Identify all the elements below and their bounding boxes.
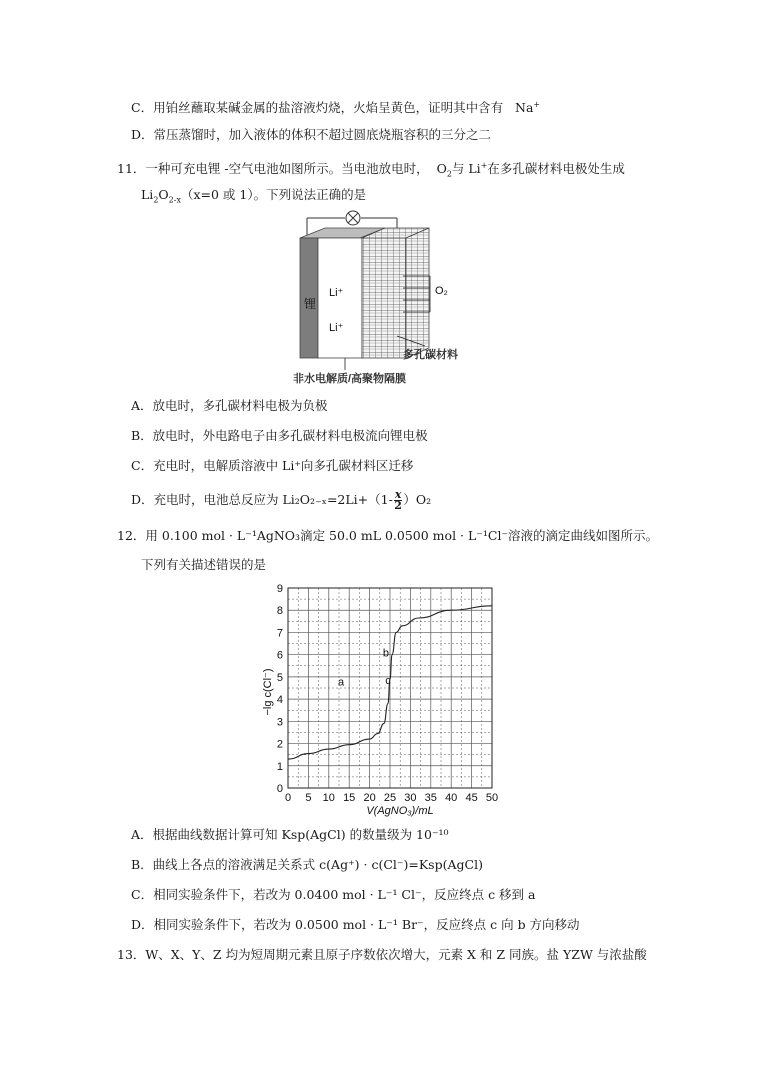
x-tick-label: 30 bbox=[404, 792, 417, 804]
q10-option-c-ion-charge: + bbox=[533, 100, 541, 109]
y-tick-label: 7 bbox=[276, 627, 283, 640]
y-tick-label: 5 bbox=[276, 671, 283, 684]
q11-option-d bbox=[131, 490, 431, 511]
q11-option-d-pre: D．充电时，电池总反应为 Li₂O₂₋ₓ=2Li+（1- bbox=[131, 492, 393, 507]
x-tick-label: 25 bbox=[383, 792, 397, 804]
chart-grid bbox=[288, 588, 492, 788]
q10-option-d: D．常压蒸馏时，加入液体的体积不超过圆底烧瓶容积的三分之二 bbox=[131, 127, 492, 142]
y-tick-label: 1 bbox=[276, 760, 283, 773]
q11-stem-o2-sub: 2 bbox=[446, 169, 452, 179]
q11-stem-o2: O bbox=[436, 161, 447, 177]
q12-option-b: B．曲线上各点的溶液满足关系式 c(Ag⁺) · c(Cl⁻)=Ksp(AgCl) bbox=[131, 857, 483, 872]
carbon-label: 多孔碳材料 bbox=[403, 349, 458, 361]
y-tick-label: 8 bbox=[276, 605, 283, 618]
porous-carbon-side bbox=[406, 228, 429, 358]
q12-option-a: A．根据曲线数据计算可知 Ksp(AgCl) 的数量级为 10⁻¹⁰ bbox=[131, 827, 449, 842]
y-tick-label: 3 bbox=[276, 716, 283, 729]
q12-stem: 12．用 0.100 mol · L⁻¹AgNO₃滴定 50.0 mL 0.0500 mol · L⁻¹Cl⁻溶液的滴定曲线如图所示。 bbox=[117, 528, 659, 543]
titration-chart bbox=[255, 580, 505, 820]
x-axis-label: V(AgNO₃)/mL bbox=[366, 805, 434, 817]
q11-option-d-post: ）O₂ bbox=[403, 492, 432, 507]
li-ion-label-1: Li⁺ bbox=[329, 287, 344, 299]
point-label-a: a bbox=[337, 676, 345, 689]
fraction-denominator: 2 bbox=[394, 499, 402, 512]
y-tick-label: 6 bbox=[276, 649, 283, 662]
x-tick-label: 5 bbox=[305, 792, 312, 804]
q11-stem bbox=[117, 158, 625, 183]
x-tick-label: 0 bbox=[284, 792, 292, 804]
q11-stem-pre: 11．一种可充电锂 -空气电池如图所示。当电池放电时， bbox=[117, 161, 429, 177]
y-tick-label: 0 bbox=[276, 783, 283, 795]
q11-stem-line2 bbox=[141, 187, 366, 209]
li-ion-label-2: Li⁺ bbox=[329, 322, 344, 334]
q11-option-b: B．放电时，外电路电子由多孔碳材料电极流向锂电极 bbox=[131, 428, 428, 443]
q12-stem-line2: 下列有关描述错误的是 bbox=[141, 557, 267, 572]
q10-option-c-ion: Na bbox=[515, 100, 534, 116]
x-tick-label: 35 bbox=[424, 792, 437, 804]
x-tick-label: 15 bbox=[343, 792, 356, 804]
bulb-icon bbox=[346, 211, 360, 225]
battery-diagram bbox=[285, 208, 475, 388]
q12-option-d: D．相同实验条件下，若改为 0.0500 mol · L⁻¹ Br⁻，反应终点 c 向 b 方向移动 bbox=[131, 917, 580, 932]
q11-formula-o-sub: 2-x bbox=[168, 195, 181, 205]
y-tick-label: 4 bbox=[276, 694, 283, 707]
y-axis-label: −lg c(Cl⁻) bbox=[262, 668, 274, 716]
y-tick-label: 2 bbox=[276, 738, 283, 751]
q11-formula-li: Li bbox=[141, 187, 154, 202]
q11-option-c: C．充电时，电解质溶液中 Li⁺向多孔碳材料区迁移 bbox=[131, 458, 414, 473]
point-label-b: b bbox=[382, 647, 389, 660]
x-tick-label: 50 bbox=[485, 792, 499, 804]
fraction-numerator: x bbox=[394, 488, 402, 501]
x-tick-label: 40 bbox=[445, 792, 458, 804]
x-tick-label: 45 bbox=[465, 792, 478, 804]
x-tick-label: 20 bbox=[363, 792, 376, 804]
q11-stem-post: 在多孔碳材料电极处生成 bbox=[487, 161, 625, 177]
x-tick-label: 10 bbox=[322, 792, 335, 804]
o2-label: O₂ bbox=[435, 285, 448, 297]
q11-stem-line2-post: （x=0 或 1）。下列说法正确的是 bbox=[180, 187, 367, 202]
q11-stem-li-charge: + bbox=[480, 161, 488, 170]
chart-points bbox=[338, 647, 391, 688]
y-tick-label: 9 bbox=[276, 583, 283, 595]
point-label-c: c bbox=[385, 675, 391, 688]
q10-option-c-text: C．用铂丝蘸取某碱金属的盐溶液灼烧，火焰呈黄色，证明其中含有 bbox=[131, 100, 504, 116]
q11-formula-li-sub: 2 bbox=[153, 195, 159, 205]
chart-ticks bbox=[277, 583, 498, 804]
lithium-label: 锂 bbox=[304, 297, 317, 311]
q11-formula-o: O bbox=[158, 187, 169, 202]
q13-stem: 13．W、X、Y、Z 均为短周期元素且原子序数依次增大，元素 X 和 Z 同族。盐 YZW 与浓盐酸 bbox=[117, 947, 647, 962]
porous-carbon-front bbox=[362, 238, 406, 358]
fraction-x-over-2 bbox=[394, 490, 403, 511]
q10-option-c bbox=[131, 97, 540, 116]
q12-option-c: C．相同实验条件下，若改为 0.0400 mol · L⁻¹ Cl⁻，反应终点 c 移到 a bbox=[131, 887, 536, 902]
membrane-label: 非水电解质/高聚物隔膜 bbox=[293, 373, 407, 385]
q11-option-a: A．放电时，多孔碳材料电极为负极 bbox=[131, 398, 328, 413]
q11-stem-mid: 与 Li bbox=[451, 161, 481, 177]
